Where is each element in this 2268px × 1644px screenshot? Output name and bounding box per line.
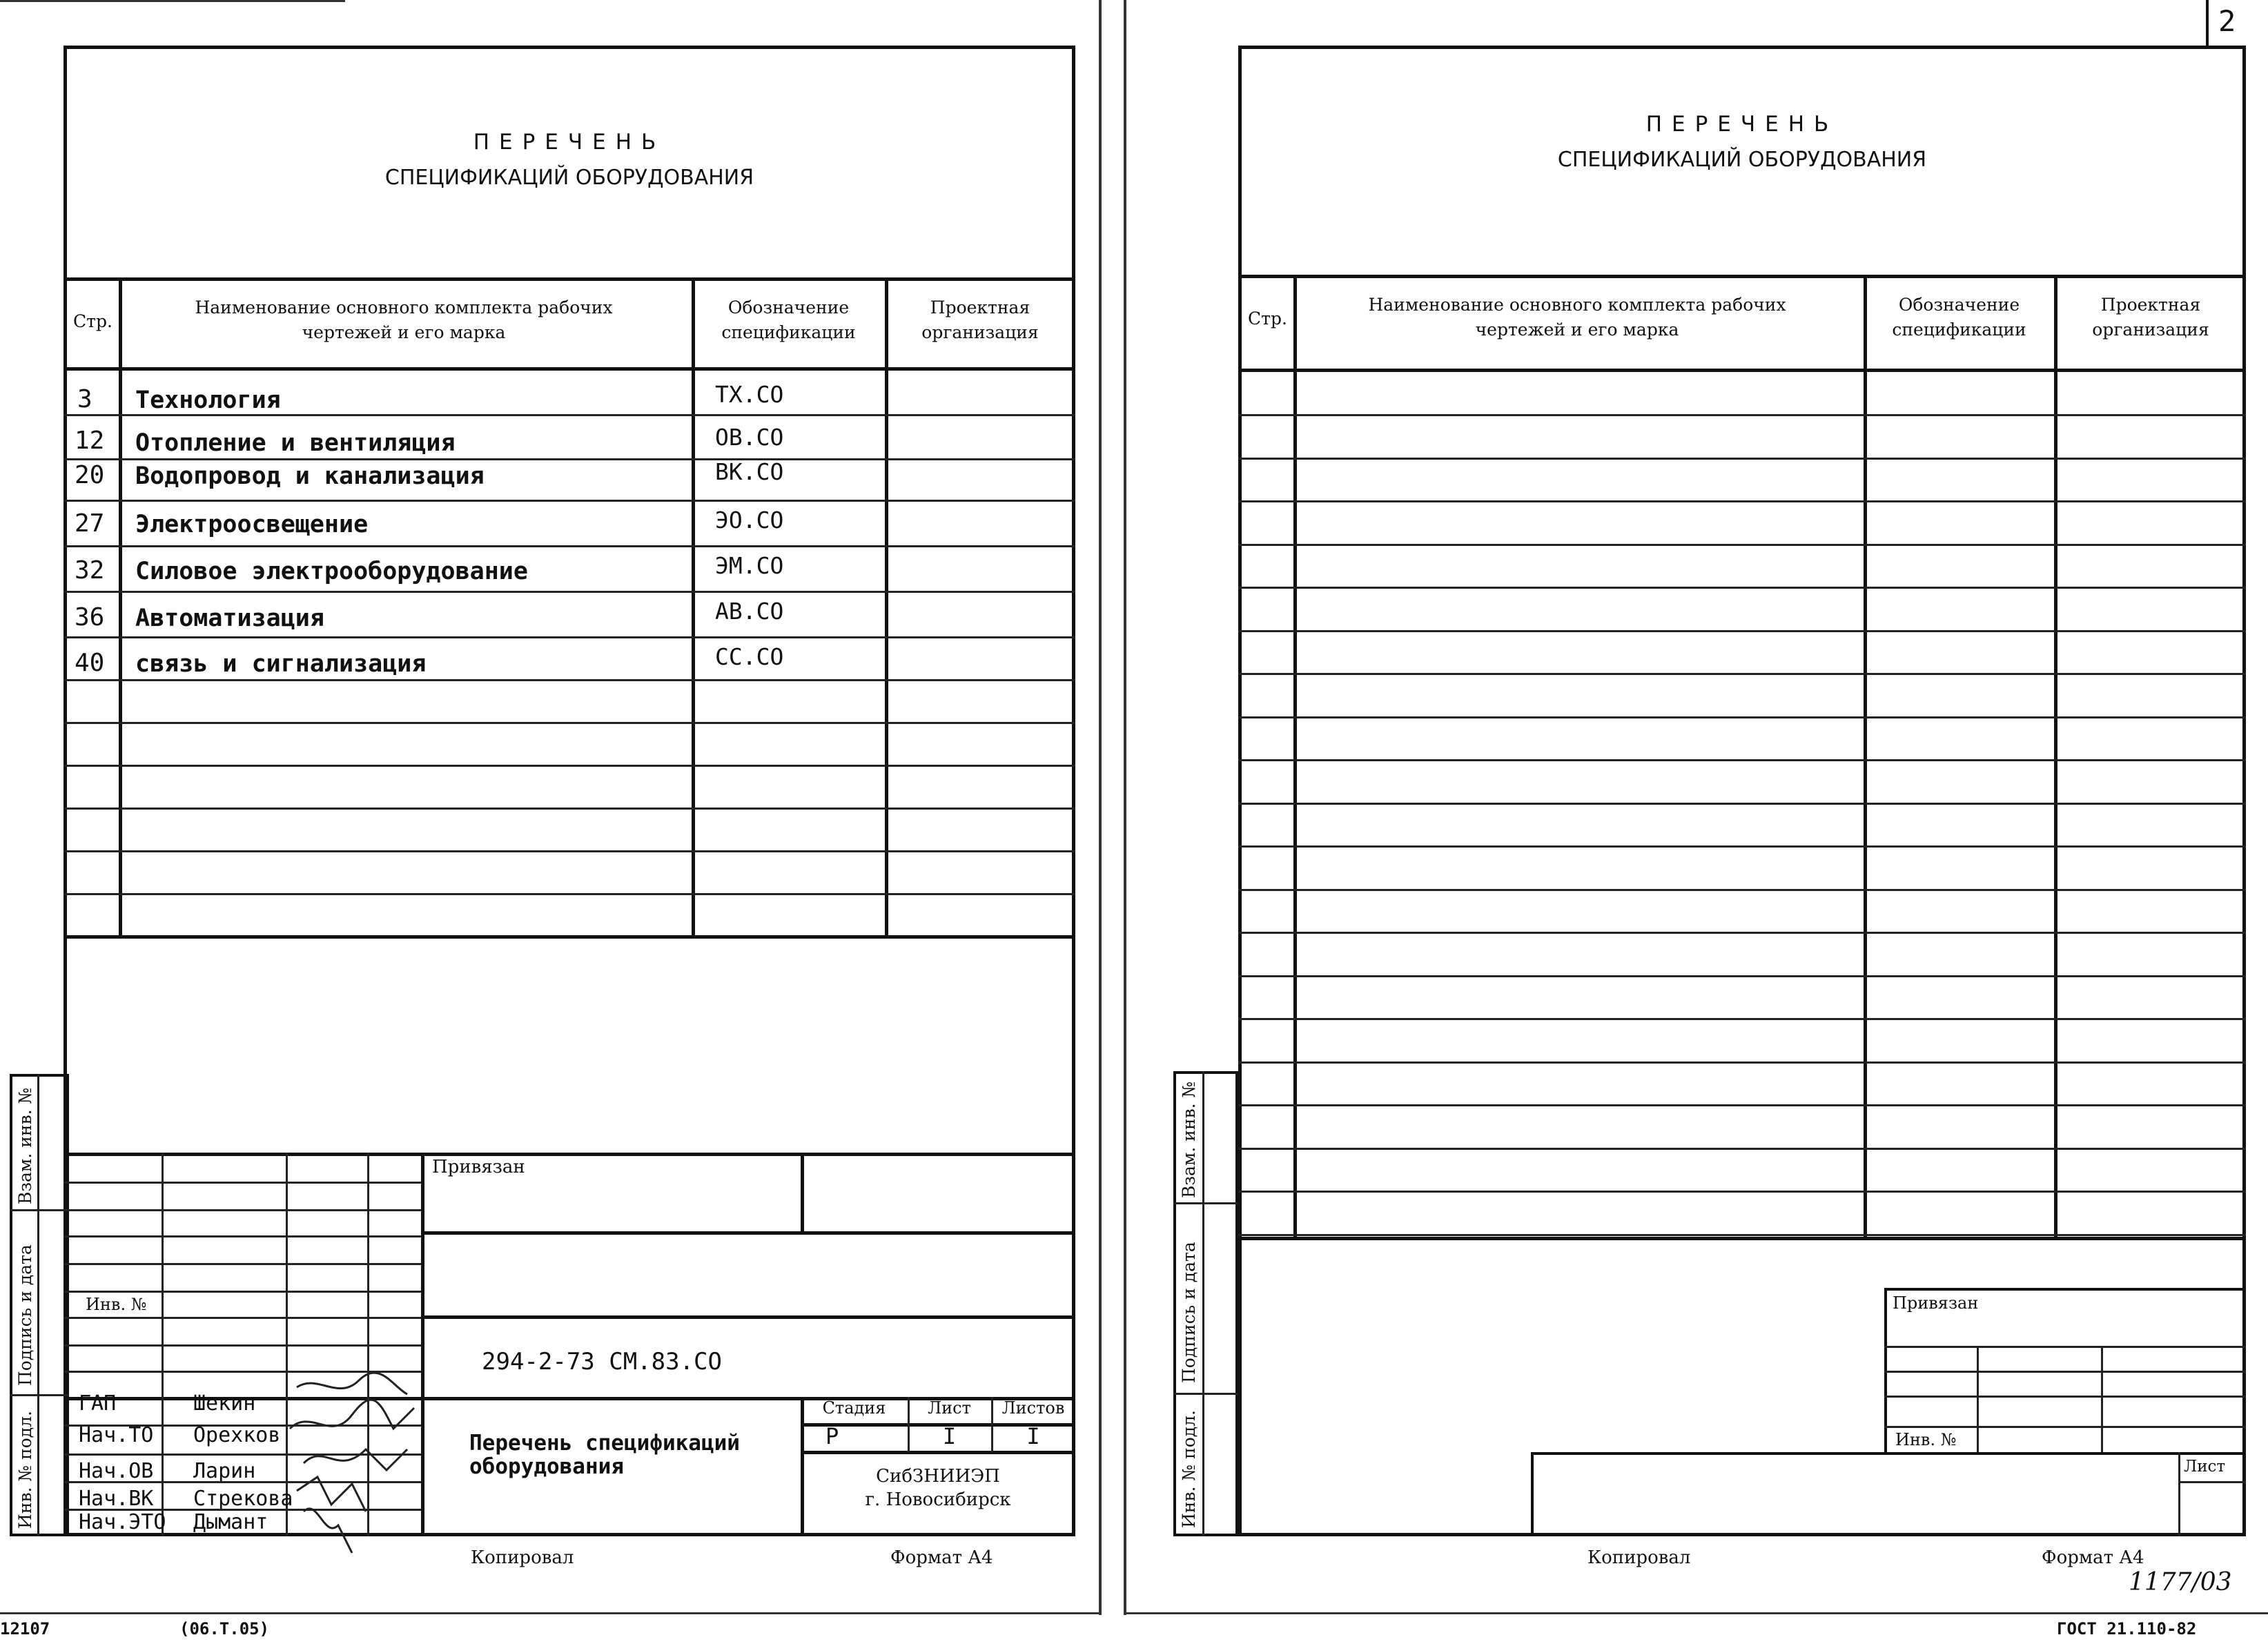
table-rule [1238,932,2246,934]
left-frame [63,46,1075,1536]
signatures-scribble [276,1367,428,1574]
doc-number: 294-2-73 СМ.83.СО [482,1348,722,1376]
table-rule [1238,544,2246,546]
footer-gost: ГОСТ 21.110-82 [2057,1619,2197,1638]
inv-label: Инв. № [1895,1430,1957,1449]
row-name: связь и сигнализация [135,650,427,678]
table-rule [63,893,1075,895]
table-rule [1238,975,2246,977]
header-bottom-line [63,367,1075,371]
row-name: Электроосвещение [135,511,369,538]
bound-label: Привязан [432,1157,525,1177]
row-name: Технология [135,386,281,414]
row-code: СС.СО [715,643,784,670]
stamp-rule [63,1263,421,1265]
signer-role: Нач.ТО [79,1423,154,1447]
table-rule [63,808,1075,810]
signer-name: Шекин [193,1391,256,1416]
signer-name: Стрекова [193,1487,293,1511]
table-rule [1238,1191,2246,1193]
footer-left-code: 12107 [0,1619,50,1638]
row-name: Автоматизация [135,605,324,632]
copied-label: Копировал [1587,1547,1691,1568]
row-code: ЭО.СО [715,507,784,534]
footer-left-date: (06.Т.05) [179,1619,270,1638]
format-label: Формат А4 [890,1547,993,1568]
table-rule [63,545,1075,547]
doc-title: Перечень спецификаций оборудования [469,1431,740,1479]
stage-value: Р [825,1423,839,1449]
row-code: ОВ.СО [715,424,784,451]
row-page: 32 [75,556,105,585]
stamp-rule [63,1235,421,1237]
sheet-label: Лист [928,1398,971,1418]
col-header-name: Наименование основного комплекта рабочих чертежей и его марка [195,297,613,342]
table-rule [1238,1104,2246,1106]
inv-label: Инв. № [86,1295,147,1314]
stamp-rule [63,1344,421,1347]
side-label-signature-date: Подпись и дата [15,1244,35,1386]
table-rule [63,591,1075,593]
right-sheet-left-edge [1124,0,1126,1615]
table-rule [1238,1018,2246,1020]
row-name: Водопровод и канализация [135,462,485,490]
table-rule [63,636,1075,638]
left-sheet-right-edge [1099,0,1102,1615]
table-rule [1238,500,2246,502]
col-header-organization: Проектная организация [2092,295,2209,340]
table-rule [1238,1234,2246,1236]
side-label-replace-inv: Взам. инв. № [15,1087,35,1204]
col-header-designation: Обозначение спецификации [1892,295,2026,340]
signer-role: Нач.ЭТО [79,1510,166,1534]
row-code: ЭМ.СО [715,552,784,579]
sheet-value: I [942,1423,957,1449]
right-title-line1: ПЕРЕЧЕНЬ [1645,112,1839,137]
row-code: ТХ.СО [715,381,784,408]
right-bottom-stamp [1531,1452,2246,1536]
table-rule [63,722,1075,724]
sheets-label: Листов [1001,1398,1065,1418]
table-top-line [63,277,1075,281]
signer-role: Нач.ОВ [79,1459,154,1483]
row-code: ВК.СО [715,458,784,485]
sheet-label: Лист [2184,1458,2226,1476]
stamp-rule [63,1291,421,1293]
table-rule [63,414,1075,416]
stamp-rule [63,1209,421,1211]
col-header-page: Стр. [1248,309,1287,329]
copied-label: Копировал [471,1547,574,1568]
row-page: 20 [75,461,105,489]
signer-name: Дымант [193,1510,268,1534]
page-number: 2 [2218,4,2236,38]
table-rule [1238,845,2246,848]
table-rule [63,458,1075,460]
left-sheet-bottom-edge [0,1612,1102,1614]
signer-role: Нач.ВК [79,1487,154,1511]
signer-name: Орехков [193,1423,281,1447]
row-page: 40 [75,649,105,677]
table-rule [1238,716,2246,718]
stage-label: Стадия [822,1398,886,1418]
side-label-replace-inv: Взам. инв. № [1179,1081,1199,1198]
right-title-line2: СПЕЦИФИКАЦИЙ ОБОРУДОВАНИЯ [1557,148,1927,172]
table-rule [1238,414,2246,416]
table-rule [1238,458,2246,460]
row-page: 12 [75,427,105,455]
table-rule [1238,1061,2246,1064]
right-sheet-bottom-edge [1124,1612,2268,1614]
organization-city: г. Новосибирск [865,1489,1011,1510]
side-label-signature-date: Подпись и дата [1179,1242,1199,1383]
col-header-name: Наименование основного комплекта рабочих чертежей и его марка [1368,295,1786,340]
signer-name: Ларин [193,1459,256,1483]
organization-name: СибЗНИИЭП [876,1466,1000,1487]
table-rule [63,765,1075,767]
sheets-value: I [1026,1423,1040,1449]
col-header-organization: Проектная организация [921,297,1039,342]
stamp-rule [63,1317,421,1319]
stamp-rule [63,1182,421,1184]
table-rule [1238,673,2246,675]
side-label-original-inv: Инв. № подл. [1179,1410,1199,1528]
row-name: Силовое электрооборудование [135,558,528,585]
handwritten-ref: 1177/03 [2129,1568,2232,1596]
row-page: 27 [75,509,105,538]
row-name: Отопление и вентиляция [135,429,456,457]
table-rule [1238,759,2246,761]
table-rule [1238,587,2246,589]
format-label: Формат А4 [2042,1547,2144,1568]
sheet-top-edge [0,0,345,2]
row-page: 3 [77,385,92,413]
bound-label: Привязан [1893,1293,1979,1313]
col-header-page: Стр. [73,311,113,331]
table-rule [63,850,1075,852]
table-rule [1238,889,2246,891]
col-header-designation: Обозначение спецификации [721,297,856,342]
table-rule [63,500,1075,502]
table-rule [1238,803,2246,805]
left-title-line2: СПЕЦИФИКАЦИЙ ОБОРУДОВАНИЯ [384,166,754,190]
table-rule [1238,630,2246,632]
signer-role: ГАП [79,1391,117,1416]
row-code: АВ.СО [715,598,784,625]
side-label-original-inv: Инв. № подл. [15,1411,35,1529]
left-title-line1: ПЕРЕЧЕНЬ [473,130,666,155]
table-rule [63,679,1075,681]
row-page: 36 [75,603,105,632]
table-rule [1238,1148,2246,1150]
